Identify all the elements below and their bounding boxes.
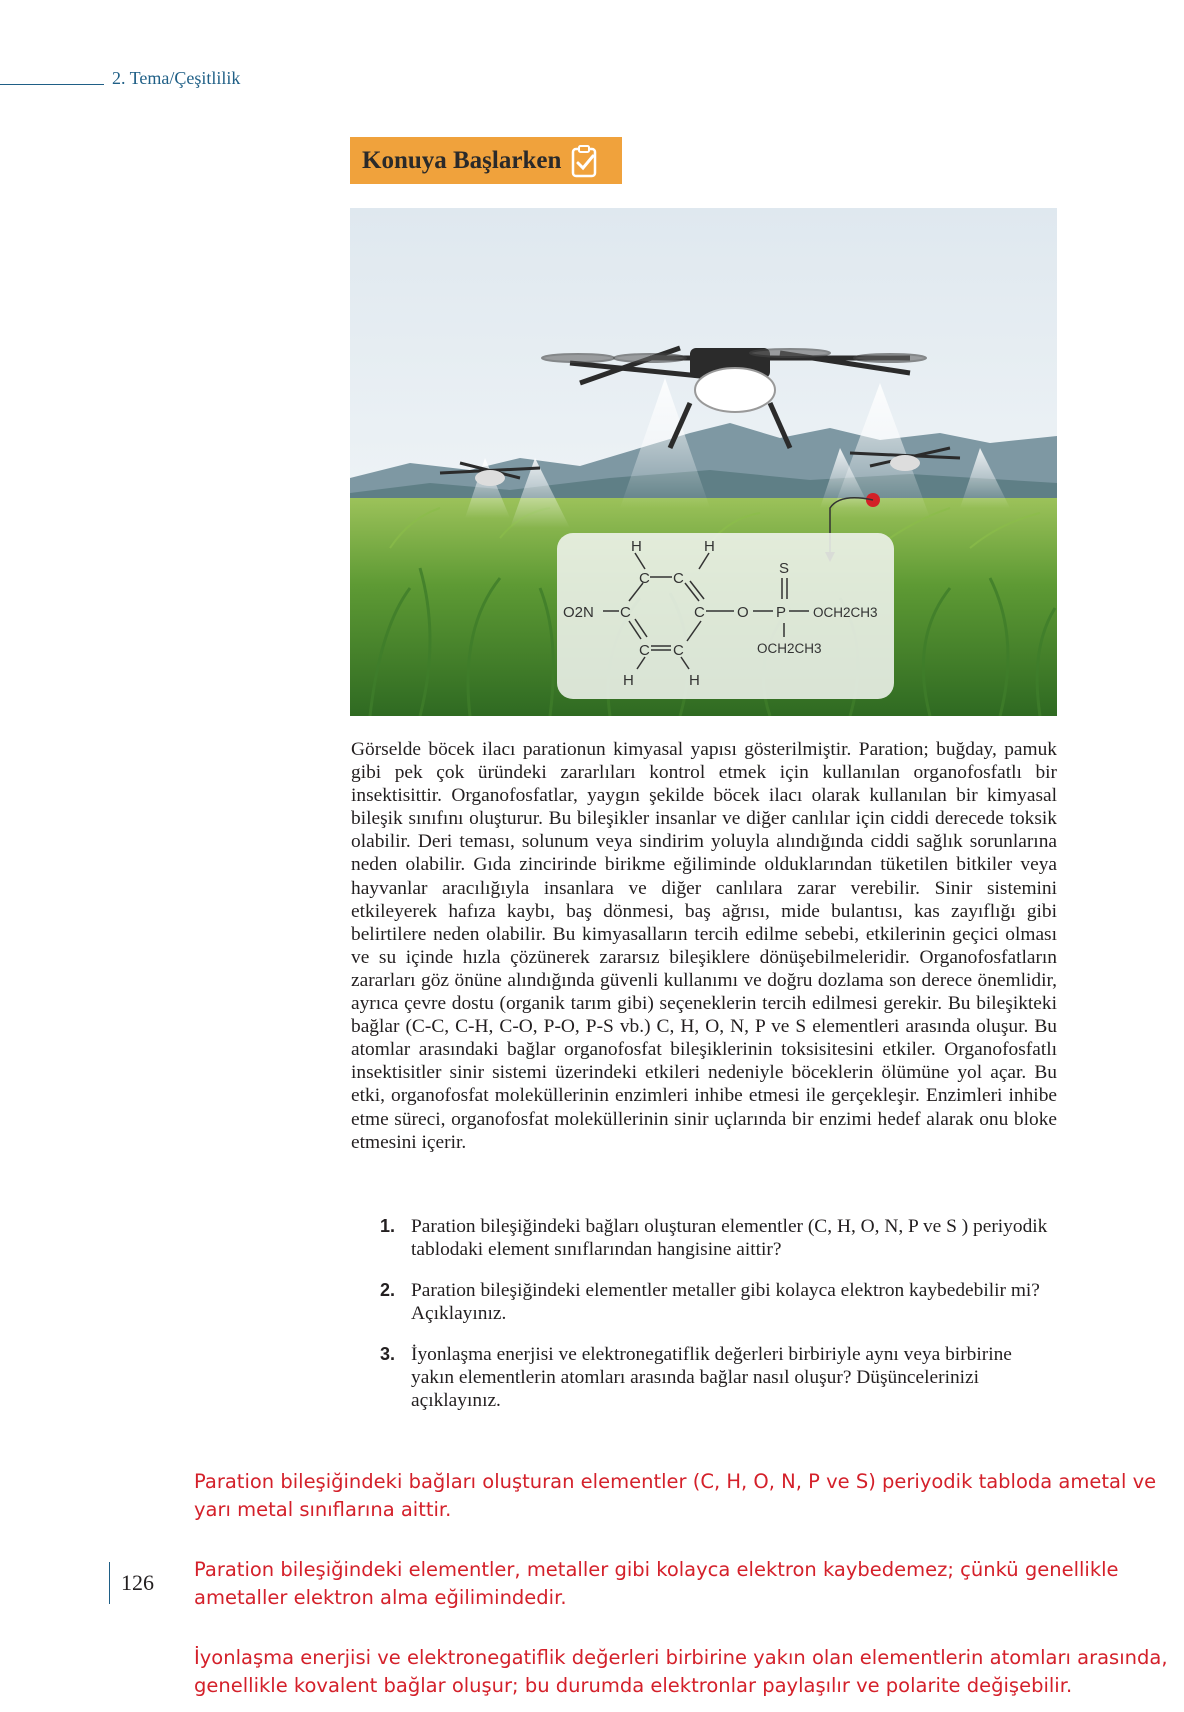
atom-p: P — [776, 604, 787, 621]
atom-c: C — [639, 642, 650, 659]
atom-c: C — [694, 604, 705, 621]
intro-paragraph: Görselde böcek ilacı parationun kimyasal yapısı gösterilmiştir. Paration; buğday, pamuk gibi pek çok üründeki zararlıları kontrol etmek için kullanılan organofosfatlı bir insektisittir. Organofosfatlar, yaygın şekilde böcek ilacı olarak kullanılan bir kimyasal bileşik sınıfını oluşturur. Bu bileşikler insanlar ve diğer canlılar için ciddi derecede toksik olabilir. Deri teması, solunum veya sindirim yoluyla alındığında ciddi sağlık sorunlarına neden olabilir. Gıda zincirinde birikme eğiliminde olduklarından tüketilen bitkiler veya hayvanlar aracılığıyla insanlara ve diğer canlılara zarar verebilir. Sinir sistemini etkileyerek hafıza kaybı, baş dönmesi, baş ağrısı, mide bulantısı, kas zayıflığı gibi belirtilere neden olabilir. Bu kimyasalların tercih edilme sebebi, etkilerinin geçici olması ve su içinde hızla çözünerek zararsız bileşiklere dönüşebilmeleridir. Organofosfatların zararları göz önüne alındığında güvenli kullanımı ve doğru dozlama son derece önemlidir, ayrıca çevre dostu (organik tarım gibi) seçeneklerin tercih edilmesi gerekir. Bu bileşikteki bağlar (C-C, C-H, C-O, P-O, P-S vb.) C, H, O, N, P ve S elementleri arasında oluşur. Bu atomlar arasındaki bağlar organofosfat bileşiklerinin toksisitesini etkiler. Organofosfatlı insektisitler sinir sistemi üzerindeki etkileri nedeniyle böceklerin ölümüne yol açar. Bu etki, organofosfat moleküllerinin enzimleri inhibe etmesi ile gerçekleşir. Enzimleri inhibe etme süreci, organofosfat moleküllerinin sinir uçlarında bir enzimi hedef alarak onu bloke etmesini içerir. — [351, 739, 1057, 1153]
question-item — [380, 1215, 1057, 1261]
question-text: Paration bileşiğindeki elementler metaller gibi kolayca elektron kaybedebilir mi? Açıklayınız. — [411, 1280, 1040, 1324]
question-number: 1. — [380, 1216, 396, 1236]
atom-c: C — [673, 570, 684, 587]
atom-h: H — [631, 538, 642, 555]
question-number: 3. — [380, 1344, 396, 1364]
group-och2ch3: OCH2CH3 — [813, 605, 878, 620]
atom-o2n: O2N — [563, 604, 594, 621]
atom-o: O — [737, 604, 749, 621]
atom-c: C — [673, 642, 684, 659]
group-och2ch3: OCH2CH3 — [757, 641, 822, 656]
question-list — [380, 1215, 1057, 1430]
question-text: Paration bileşiğindeki bağları oluşturan elementler (C, H, O, N, P ve S ) periyodik tablodaki element sınıflarından hangisine aittir? — [411, 1216, 1048, 1260]
breadcrumb: 2. Tema/Çeşitlilik — [112, 68, 241, 88]
answer-3: İyonlaşma enerjisi ve elektronegatiflik değerleri birbirine yakın olan elementlerin atomları arasında, genellikle kovalent bağlar oluşur; bu durumda elektronlar paylaşılır ve polarite değişebilir. — [194, 1646, 1168, 1697]
section-badge — [350, 137, 622, 184]
header-rule — [0, 84, 104, 85]
atom-s: S — [779, 560, 790, 577]
atom-c: C — [620, 604, 631, 621]
atom-h: H — [623, 672, 634, 689]
answer-1: Paration bileşiğindeki bağları oluşturan elementler (C, H, O, N, P ve S) periyodik tabloda ametal ve yarı metal sınıflarına aittir. — [194, 1470, 1157, 1521]
atom-h: H — [704, 538, 715, 555]
page-number: 126 — [121, 1570, 154, 1595]
question-item — [380, 1343, 1057, 1412]
question-number: 2. — [380, 1280, 396, 1300]
section-badge-label: Konuya Başlarken — [362, 146, 562, 174]
atom-c: C — [639, 570, 650, 587]
clipboard-check-icon — [571, 144, 599, 178]
answer-2: Paration bileşiğindeki elementler, metaller gibi kolayca elektron kaybedemez; çünkü genellikle ametaller elektron alma eğilimindedir. — [194, 1558, 1119, 1609]
parathion-structure — [557, 533, 894, 699]
atom-h: H — [689, 672, 700, 689]
page-number-rule — [109, 1562, 110, 1604]
question-text: İyonlaşma enerjisi ve elektronegatiflik değerleri birbiriyle aynı veya birbirine yakın elementlerin atomları arasında bağlar nasıl oluşur? Düşüncelerinizi açıklayınız. — [411, 1344, 1012, 1411]
question-item — [380, 1279, 1057, 1325]
